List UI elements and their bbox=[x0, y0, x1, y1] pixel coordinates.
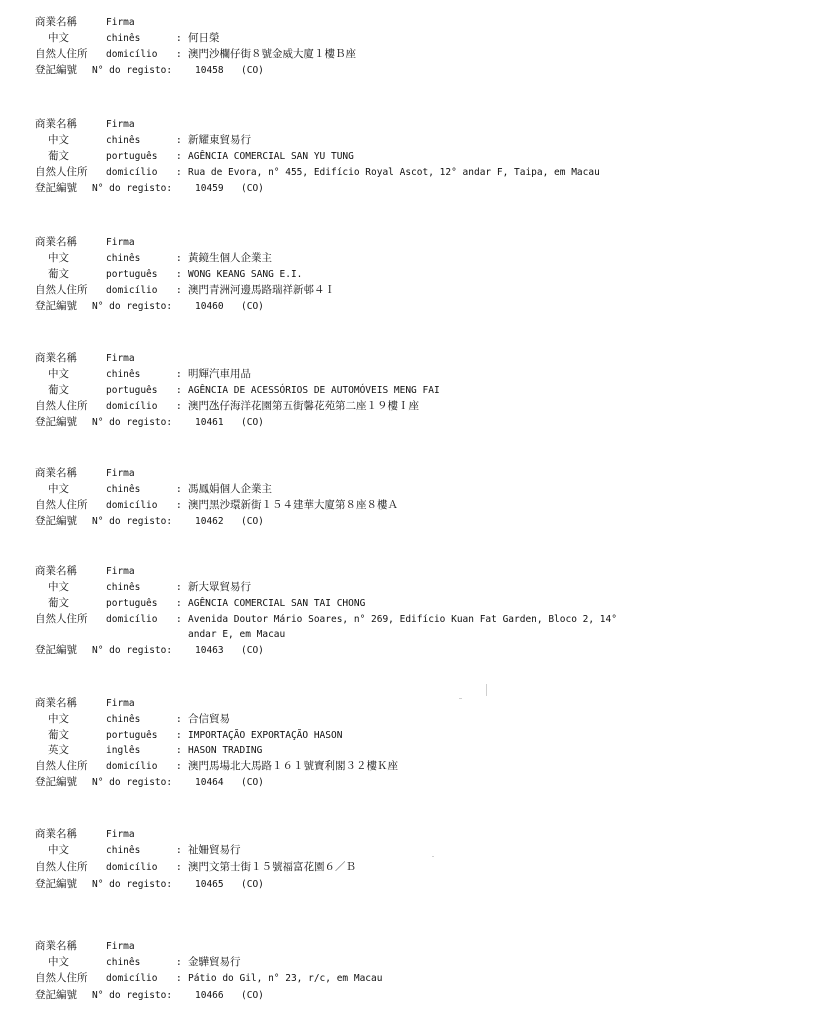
chinese-label-zh: 中文 bbox=[48, 483, 69, 495]
colon: : bbox=[176, 167, 182, 178]
reg-number: 10460 bbox=[195, 301, 224, 312]
chinese-label-pt: chinês bbox=[106, 714, 141, 725]
firm-label-zh: 商業名稱 bbox=[35, 16, 77, 28]
colon: : bbox=[176, 285, 182, 296]
reg-label-zh: 登記編號 bbox=[35, 64, 77, 76]
portuguese-name: AGÊNCIA COMERCIAL SAN YU TUNG bbox=[188, 151, 354, 162]
reg-number: 10458 bbox=[195, 65, 224, 76]
portuguese-label-pt: português bbox=[106, 730, 158, 741]
english-label-pt: inglês bbox=[106, 745, 141, 756]
chinese-label-zh: 中文 bbox=[48, 713, 69, 725]
reg-label-zh: 登記編號 bbox=[35, 515, 77, 527]
domicile-value: Pátio do Gil, n° 23, r/c, em Macau bbox=[188, 973, 383, 984]
colon: : bbox=[176, 269, 182, 280]
domicile-value: 澳門馬場北大馬路１６１號寶利閣３２樓Ｋ座 bbox=[188, 760, 398, 772]
firm-label-zh: 商業名稱 bbox=[35, 828, 77, 840]
colon: : bbox=[176, 745, 182, 756]
portuguese-label-pt: português bbox=[106, 385, 158, 396]
domicile-value: 澳門黑沙環新街１５４建華大廈第８座８樓Ａ bbox=[188, 499, 398, 511]
portuguese-label-pt: português bbox=[106, 269, 158, 280]
chinese-label-pt: chinês bbox=[106, 253, 141, 264]
domicile-label-pt: domicílio bbox=[106, 49, 158, 60]
portuguese-name: WONG KEANG SANG E.I. bbox=[188, 269, 303, 280]
colon: : bbox=[176, 135, 182, 146]
domicile-label-pt: domicílio bbox=[106, 614, 158, 625]
portuguese-name: IMPORTAÇÃO EXPORTAÇÃO HASON bbox=[188, 730, 343, 741]
domicile-label-pt: domicílio bbox=[106, 973, 158, 984]
colon: : bbox=[176, 253, 182, 264]
chinese-label-zh: 中文 bbox=[48, 32, 69, 44]
domicile-value: 澳門氹仔海洋花園第五街馨花苑第二座１９樓Ｉ座 bbox=[188, 400, 419, 412]
chinese-label-pt: chinês bbox=[106, 369, 141, 380]
portuguese-label-zh: 葡文 bbox=[48, 597, 69, 609]
reg-label-pt: N° do registo: bbox=[92, 301, 173, 312]
co-tag: (CO) bbox=[241, 417, 264, 428]
reg-label-zh: 登記編號 bbox=[35, 182, 77, 194]
firm-label-pt: Firma bbox=[106, 829, 135, 840]
firm-label-pt: Firma bbox=[106, 698, 135, 709]
chinese-label-zh: 中文 bbox=[48, 844, 69, 856]
portuguese-name: AGÊNCIA DE ACESSÓRIOS DE AUTOMÓVEIS MENG FAI bbox=[188, 385, 440, 396]
portuguese-label-zh: 葡文 bbox=[48, 384, 69, 396]
firm-label-pt: Firma bbox=[106, 353, 135, 364]
domicile-label-pt: domicílio bbox=[106, 500, 158, 511]
co-tag: (CO) bbox=[241, 645, 264, 656]
domicile-label-pt: domicílio bbox=[106, 167, 158, 178]
colon: : bbox=[176, 714, 182, 725]
firm-label-zh: 商業名稱 bbox=[35, 467, 77, 479]
co-tag: (CO) bbox=[241, 183, 264, 194]
colon: : bbox=[176, 49, 182, 60]
domicile-label-zh: 自然人住所 bbox=[35, 613, 88, 625]
colon: : bbox=[176, 845, 182, 856]
colon: : bbox=[176, 614, 182, 625]
reg-label-pt: N° do registo: bbox=[92, 183, 173, 194]
reg-number: 10466 bbox=[195, 990, 224, 1001]
reg-label-zh: 登記編號 bbox=[35, 416, 77, 428]
reg-label-pt: N° do registo: bbox=[92, 777, 173, 788]
chinese-name: 馮鳳娟個人企業主 bbox=[188, 483, 272, 495]
reg-label-pt: N° do registo: bbox=[92, 879, 173, 890]
chinese-label-pt: chinês bbox=[106, 484, 141, 495]
portuguese-label-zh: 葡文 bbox=[48, 729, 69, 741]
portuguese-label-zh: 葡文 bbox=[48, 150, 69, 162]
chinese-label-pt: chinês bbox=[106, 33, 141, 44]
firm-label-zh: 商業名稱 bbox=[35, 236, 77, 248]
colon: : bbox=[176, 369, 182, 380]
reg-label-zh: 登記編號 bbox=[35, 878, 77, 890]
chinese-label-pt: chinês bbox=[106, 957, 141, 968]
domicile-label-pt: domicílio bbox=[106, 761, 158, 772]
chinese-name: 新耀東貿易行 bbox=[188, 134, 251, 146]
scan-speck bbox=[459, 698, 462, 699]
portuguese-label-pt: português bbox=[106, 598, 158, 609]
colon: : bbox=[176, 151, 182, 162]
domicile-label-zh: 自然人住所 bbox=[35, 861, 88, 873]
firm-label-pt: Firma bbox=[106, 941, 135, 952]
colon: : bbox=[176, 33, 182, 44]
domicile-label-pt: domicílio bbox=[106, 401, 158, 412]
reg-label-zh: 登記編號 bbox=[35, 300, 77, 312]
colon: : bbox=[176, 730, 182, 741]
scan-speck bbox=[486, 684, 487, 696]
firm-label-pt: Firma bbox=[106, 237, 135, 248]
chinese-label-zh: 中文 bbox=[48, 956, 69, 968]
chinese-name: 何日榮 bbox=[188, 32, 220, 44]
firm-label-pt: Firma bbox=[106, 119, 135, 130]
reg-label-zh: 登記編號 bbox=[35, 644, 77, 656]
co-tag: (CO) bbox=[241, 879, 264, 890]
reg-label-zh: 登記編號 bbox=[35, 776, 77, 788]
colon: : bbox=[176, 957, 182, 968]
domicile-label-zh: 自然人住所 bbox=[35, 400, 88, 412]
chinese-label-zh: 中文 bbox=[48, 252, 69, 264]
reg-label-zh: 登記編號 bbox=[35, 989, 77, 1001]
co-tag: (CO) bbox=[241, 777, 264, 788]
co-tag: (CO) bbox=[241, 990, 264, 1001]
reg-number: 10462 bbox=[195, 516, 224, 527]
chinese-label-pt: chinês bbox=[106, 845, 141, 856]
portuguese-label-zh: 葡文 bbox=[48, 268, 69, 280]
chinese-name: 金驊貿易行 bbox=[188, 956, 241, 968]
domicile-value: 澳門沙欄仔街８號金威大廈１樓Ｂ座 bbox=[188, 48, 356, 60]
reg-number: 10464 bbox=[195, 777, 224, 788]
reg-label-pt: N° do registo: bbox=[92, 516, 173, 527]
domicile-label-zh: 自然人住所 bbox=[35, 48, 88, 60]
english-name: HASON TRADING bbox=[188, 745, 263, 756]
scan-speck bbox=[432, 856, 434, 857]
domicile-value: Rua de Evora, n° 455, Edifício Royal Ascot, 12° andar F, Taipa, em Macau bbox=[188, 167, 600, 178]
colon: : bbox=[176, 484, 182, 495]
english-label-zh: 英文 bbox=[48, 744, 69, 756]
firm-label-zh: 商業名稱 bbox=[35, 697, 77, 709]
reg-number: 10465 bbox=[195, 879, 224, 890]
co-tag: (CO) bbox=[241, 65, 264, 76]
domicile-value: 澳門文第士街１５號福富花園６／Ｂ bbox=[188, 861, 356, 873]
domicile-label-pt: domicílio bbox=[106, 285, 158, 296]
domicile-label-zh: 自然人住所 bbox=[35, 972, 88, 984]
domicile-value-continued: andar E, em Macau bbox=[188, 629, 286, 640]
firm-label-pt: Firma bbox=[106, 17, 135, 28]
colon: : bbox=[176, 582, 182, 593]
co-tag: (CO) bbox=[241, 516, 264, 527]
firm-label-zh: 商業名稱 bbox=[35, 940, 77, 952]
reg-label-pt: N° do registo: bbox=[92, 65, 173, 76]
chinese-label-zh: 中文 bbox=[48, 368, 69, 380]
colon: : bbox=[176, 385, 182, 396]
domicile-label-zh: 自然人住所 bbox=[35, 499, 88, 511]
reg-label-pt: N° do registo: bbox=[92, 645, 173, 656]
chinese-name: 黃鏡生個人企業主 bbox=[188, 252, 272, 264]
colon: : bbox=[176, 500, 182, 511]
firm-label-zh: 商業名稱 bbox=[35, 118, 77, 130]
domicile-label-pt: domicílio bbox=[106, 862, 158, 873]
co-tag: (CO) bbox=[241, 301, 264, 312]
domicile-label-zh: 自然人住所 bbox=[35, 166, 88, 178]
firm-label-pt: Firma bbox=[106, 468, 135, 479]
reg-label-pt: N° do registo: bbox=[92, 417, 173, 428]
chinese-name: 明輝汽車用品 bbox=[188, 368, 251, 380]
chinese-name: 祉姍貿易行 bbox=[188, 844, 241, 856]
colon: : bbox=[176, 598, 182, 609]
firm-label-zh: 商業名稱 bbox=[35, 352, 77, 364]
portuguese-label-pt: português bbox=[106, 151, 158, 162]
domicile-label-zh: 自然人住所 bbox=[35, 284, 88, 296]
chinese-name: 合信貿易 bbox=[188, 713, 230, 725]
colon: : bbox=[176, 401, 182, 412]
firm-label-pt: Firma bbox=[106, 566, 135, 577]
colon: : bbox=[176, 973, 182, 984]
portuguese-name: AGÊNCIA COMERCIAL SAN TAI CHONG bbox=[188, 598, 366, 609]
domicile-label-zh: 自然人住所 bbox=[35, 760, 88, 772]
colon: : bbox=[176, 862, 182, 873]
domicile-value: 澳門青洲河邊馬路瑞祥新邨４Ｉ bbox=[188, 284, 335, 296]
reg-number: 10461 bbox=[195, 417, 224, 428]
reg-label-pt: N° do registo: bbox=[92, 990, 173, 1001]
chinese-label-pt: chinês bbox=[106, 135, 141, 146]
firm-label-zh: 商業名稱 bbox=[35, 565, 77, 577]
reg-number: 10463 bbox=[195, 645, 224, 656]
colon: : bbox=[176, 761, 182, 772]
domicile-value: Avenida Doutor Mário Soares, n° 269, Edifício Kuan Fat Garden, Bloco 2, 14° bbox=[188, 614, 617, 625]
chinese-label-zh: 中文 bbox=[48, 581, 69, 593]
chinese-name: 新大眾貿易行 bbox=[188, 581, 251, 593]
chinese-label-pt: chinês bbox=[106, 582, 141, 593]
chinese-label-zh: 中文 bbox=[48, 134, 69, 146]
reg-number: 10459 bbox=[195, 183, 224, 194]
